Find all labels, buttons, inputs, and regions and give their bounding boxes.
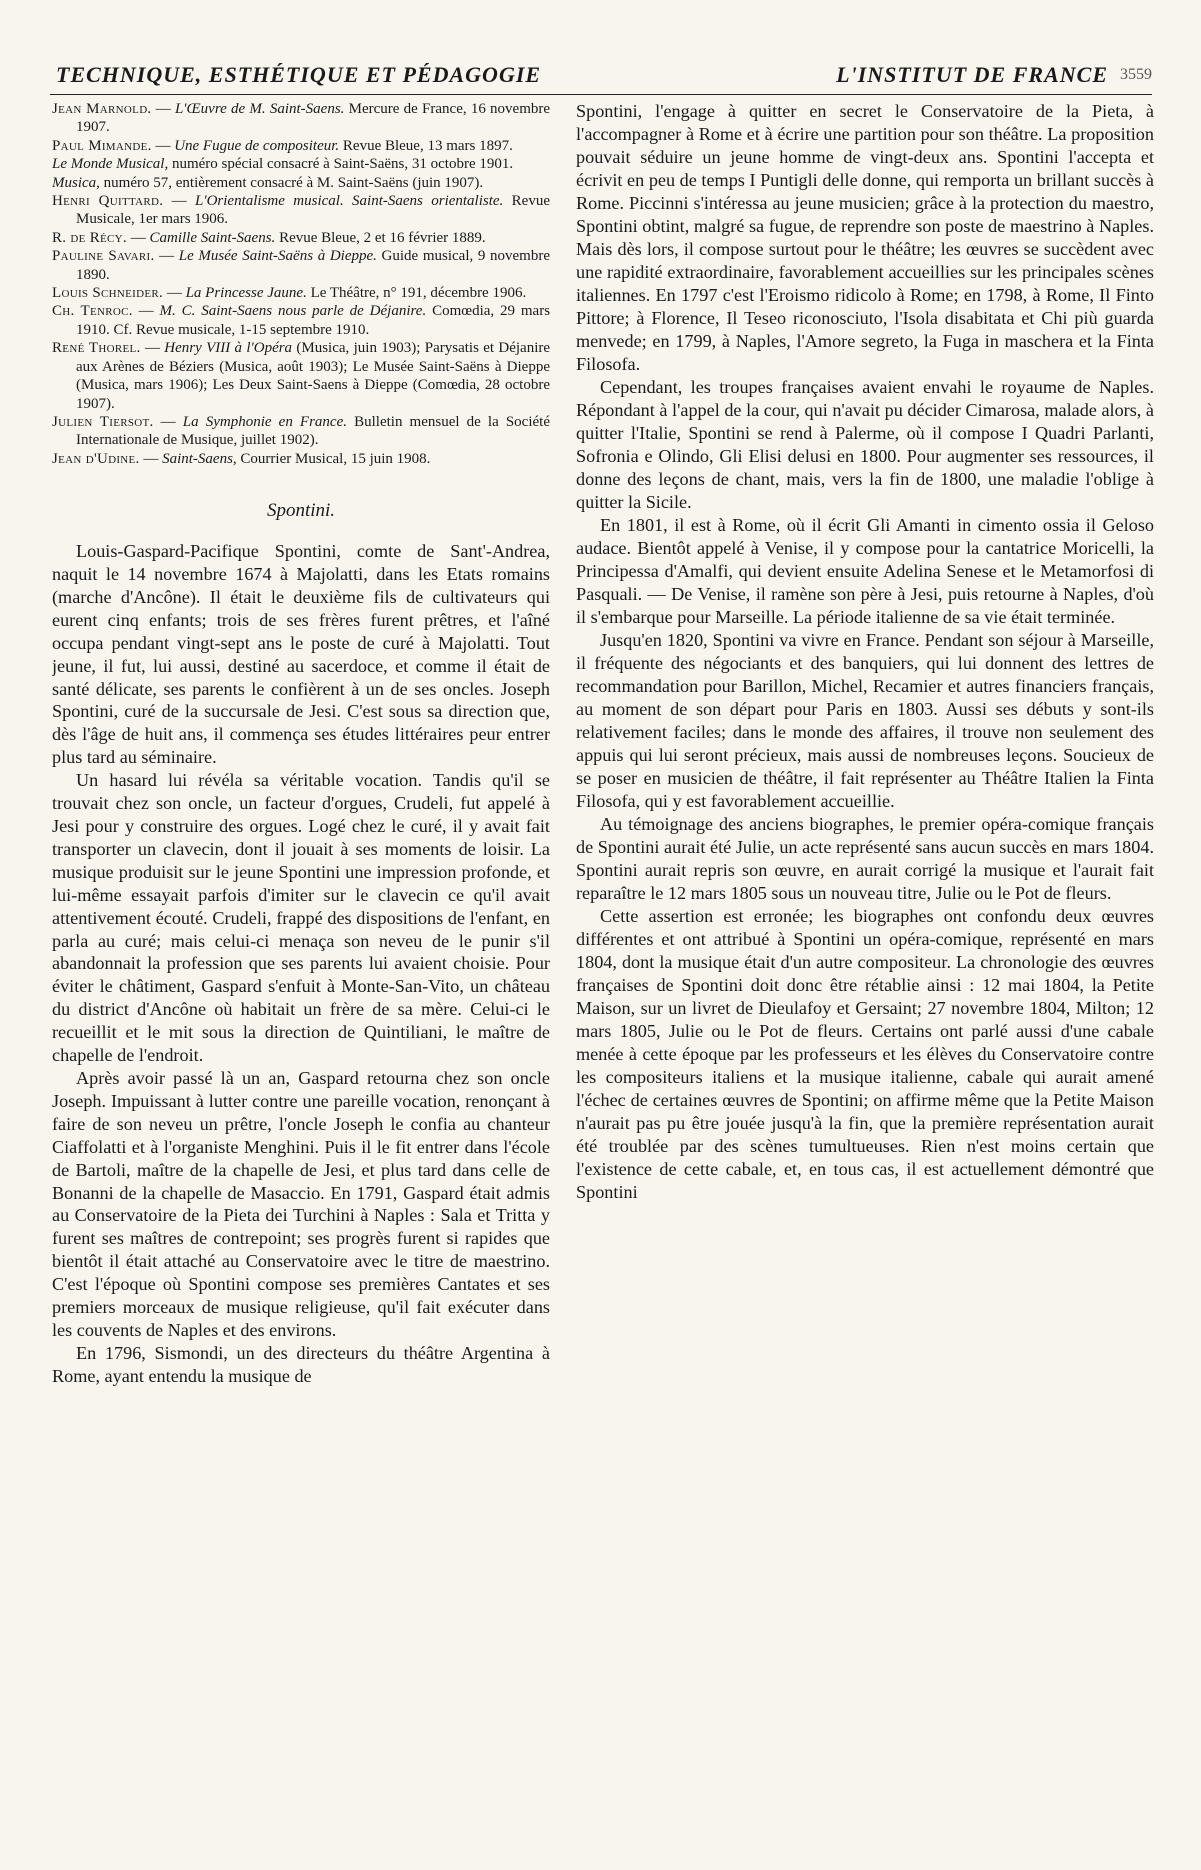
bibliography-entry: Pauline Savari. — Le Musée Saint-Saëns à Dieppe. Guide musical, 9 novembre 1890. — [52, 248, 550, 283]
paragraph: Louis-Gaspard-Pacifique Spontini, comte de Sant'-Andrea, naquit le 14 novembre 1674 à Majolatti, dans les Etats romains (marche d'Ancône). Il était le deuxième fils de cultivateurs qui eurent cinq enfants; trois de ses frères furent prêtres, et l'aîné occupa pendant vingt-sept ans le poste de curé à Majolatti. Tout jeune, il fut, lui aussi, destiné au sacerdoce, et comme il était de santé délicate, ses parents le confièrent à un de ses oncles. Joseph Spontini, curé de la succursale de Jesi. C'est sous sa direction que, dès l'âge de huit ans, il commença ses études littéraires peur entrer plus tard au séminaire. — [52, 541, 550, 768]
bibliography-entry: Julien Tiersot. — La Symphonie en France. Bulletin mensuel de la Société Internationale de Musique, juillet 1902). — [52, 413, 550, 449]
bibliography-entry: Jean Marnold. — L'Œuvre de M. Saint-Saens. Mercure de France, 16 novembre 1907. — [52, 101, 550, 136]
left-body-text — [52, 540, 550, 1388]
bibliography-entry: R. de Récy. — Camille Saint-Saens. Revue Bleue, 2 et 16 février 1889. — [52, 229, 486, 246]
running-title-left: TECHNIQUE, ESTHÉTIQUE ET PÉDAGOGIE — [56, 62, 542, 87]
bibliography-entry: Louis Schneider. — La Princesse Jaune. Le Théâtre, n° 191, décembre 1906. — [52, 285, 527, 302]
bibliography-entry: Paul Mimande. — Une Fugue de compositeur. Revue Bleue, 13 mars 1897. — [52, 137, 513, 154]
bibliography-entry: Henri Quittard. — L'Orientalisme musical. Saint-Saens orientaliste. Revue Musicale, 1er mars 1906. — [52, 193, 550, 228]
paragraph: Un hasard lui révéla sa véritable vocation. Tandis qu'il se trouvait chez son oncle, un facteur d'orgues, Crudeli, fut appelé à Jesi pour y construire des orgues. Logé chez le curé, il y avait fait transporter un clavecin, dont il jouait à ses moments de loisir. La musique produisit sur le jeune Spontini une impression profonde, et lui-même essayait parfois d'imiter sur le clavecin ce qu'il avait attentivement écouté. Crudeli, frappé des dispositions de l'enfant, en parla au curé; mais celui-ci menaça son neveu de le punir s'il abandonnait la profession que ses parents lui avaient choisie. Pour éviter le châtiment, Gaspard s'enfuit à Monte-San-Vito, un château du district d'Ancône où habitait un frère de sa mère. Celui-ci le recueillit et le mit sous la direction de Quintiliani, le maître de chapelle de l'endroit. — [52, 770, 550, 1066]
paragraph: Au témoignage des anciens biographes, le premier opéra-comique français de Spontini aurait été Julie, un acte représenté sans aucun succès en mars 1804. Spontini aurait repris son œuvre, en aurait corrigé la musique et l'aurait fait reparaître le 12 mars 1805 sous un nouveau titre, Julie ou le Pot de fleurs. — [576, 814, 1154, 903]
paragraph: En 1801, il est à Rome, où il écrit Gli Amanti in cimento ossia il Geloso audace. Bientôt appelé à Venise, il y compose pour la cantatrice Moricelli, la Principessa d'Amalfi, qui devient ensuite Adelina Senese et le Metamorfosi di Pasquali. — De Venise, il ramène son père à Jesi, puis retourne à Naples, d'où il s'embarque pour Marseille. La période italienne de sa vie était terminée. — [576, 515, 1154, 627]
paragraph: Cependant, les troupes françaises avaient envahi le royaume de Naples. Répondant à l'appel de la cour, qui n'avait pu décider Cimarosa, malade alors, à quitter l'Italie, Spontini se rend à Palerme, où il compose I Quadri Parlanti, Sofronia e Olindo, Gli Elisi delusi en 1800. Pour augmenter ses ressources, il donne des leçons de chant, mais, vers la fin de 1800, une maladie l'oblige à quitter la Sicile. — [576, 377, 1154, 512]
section-title: Spontini. — [266, 500, 336, 522]
page-number: 3559 — [1120, 66, 1152, 83]
right-column — [576, 100, 1154, 1204]
right-body-text — [576, 100, 1154, 1204]
paragraph: Jusqu'en 1820, Spontini va vivre en France. Pendant son séjour à Marseille, il fréquente des négociants et des banquiers, qui lui donnent des lettres de recommandation pour Barillon, Michel, Recamier et autres financiers français, au moment de son départ pour Paris en 1803. Aussi ses débuts y sont-ils relativement faciles; dans le monde des affaires, il trouve non seulement des appuis qui lui seront précieux, mais aussi de nombreuses leçons. Soucieux de se poser en musicien de théâtre, il fait représenter au Théâtre Italien la Finta Filosofa, qui y est favorablement accueillie. — [576, 630, 1154, 811]
running-title-right: L'INSTITUT DE FRANCE — [836, 62, 1108, 87]
bibliography-entry: Ch. Tenroc. — M. C. Saint-Saens nous parle de Déjanire. Comœdia, 29 mars 1910. Cf. Revue musicale, 1-15 septembre 1910. — [52, 303, 550, 338]
bibliography — [52, 100, 550, 468]
paragraph: En 1796, Sismondi, un des directeurs du théâtre Argentina à Rome, ayant entendu la musique de — [52, 1342, 550, 1386]
paragraph: Cette assertion est erronée; les biographes ont confondu deux œuvres différentes et ont attribué à Spontini un opéra-comique, représenté en mars 1804, dont la musique était d'un autre compositeur. La chronologie des œuvres françaises de Spontini doit donc être rétablie ainsi : 12 mai 1804, la Petite Maison, sur un livret de Dieulafoy et Gersaint; 27 novembre 1804, Milton; 12 mars 1805, Julie ou le Pot de fleurs. Certains ont parlé aussi d'une cabale menée à cette époque par les professeurs et les élèves du Conservatoire contre les compositeurs italiens et la musique italienne, cabale qui aurait amené l'échec de certaines œuvres de Spontini; on affirme même que la Petite Maison n'aurait pas pu être jouée jusqu'à la fin, que la première représentation aurait été troublée par des scènes tumultueuses. Rien n'est moins certain que l'existence de cette cabale, et, en tous cas, il est actuellement démontré que Spontini — [576, 906, 1154, 1202]
paragraph: Spontini, l'engage à quitter en secret le Conservatoire de la Pieta, à l'accompagner à Rome et à écrire une partition pour son théâtre. La proposition pouvait séduire un jeune homme de vingt-deux ans. Spontini l'accepta et écrivit en peu de temps I Puntigli delle donne, qui remporta un brillant succès à Rome. Piccinni s'intéressa au jeune musicien; grâce à la protection du maestro, Spontini obtint, malgré sa fugue, de reprendre son poste de maestrino à Naples. Mais dès lors, il compose surtout pour le théâtre; les œuvres se succèdent avec une rapidité extraordinaire, favorablement accueillies sur les principales scènes italiennes. En 1797 c'est l'Eroismo ridicolo à Rome; en 1798, à Rome, Il Finto Pittore; à Florence, Il Teseo riconosciuto, l'Isola disabitata et Chi più guarda menvede; en 1799, à Naples, l'Amore segreto, la Fuga in maschera et la Finta Filosofa. — [576, 101, 1154, 374]
bibliography-entry: Musica, numéro 57, entièrement consacré à M. Saint-Saëns (juin 1907). — [52, 174, 484, 191]
paragraph: Après avoir passé là un an, Gaspard retourna chez son oncle Joseph. Impuissant à lutter contre une pareille vocation, renonçant à faire de son neveu un prêtre, l'oncle Joseph le confia au chanteur Ciaffolatti et à l'organiste Menghini. Puis il le fit entrer dans l'école de Bartoli, maître de la chapelle de Jesi, et plus tard dans celle de Bonanni de la chapelle de Masaccio. En 1791, Gaspard était admis au Conservatoire de la Pieta dei Turchini à Naples : Sala et Tritta y furent ses maîtres de contrepoint; ses progrès furent si rapides que bientôt il était attaché au Conservatoire avec le titre de maestrino. C'est l'époque où Spontini compose ses premières Cantates et ses premiers morceaux de musique religieuse, qu'il fait exécuter dans les couvents de Naples et des environs. — [52, 1067, 550, 1340]
bibliography-entry: Le Monde Musical, numéro spécial consacré à Saint-Saëns, 31 octobre 1901. — [52, 156, 514, 173]
left-column — [52, 100, 550, 1388]
page-header — [50, 60, 1152, 95]
bibliography-entry: René Thorel. — Henry VIII à l'Opéra (Musica, juin 1903); Parysatis et Déjanire aux Arènes de Béziers (Musica, août 1903); Le Musée Saint-Saëns à Dieppe (Musica, mars 1906); Les Deux Saint-Saens à Dieppe (Comœdia, 28 octobre 1907). — [52, 340, 550, 412]
bibliography-entry: Jean d'Udine. — Saint-Saens, Courrier Musical, 15 juin 1908. — [52, 450, 431, 467]
